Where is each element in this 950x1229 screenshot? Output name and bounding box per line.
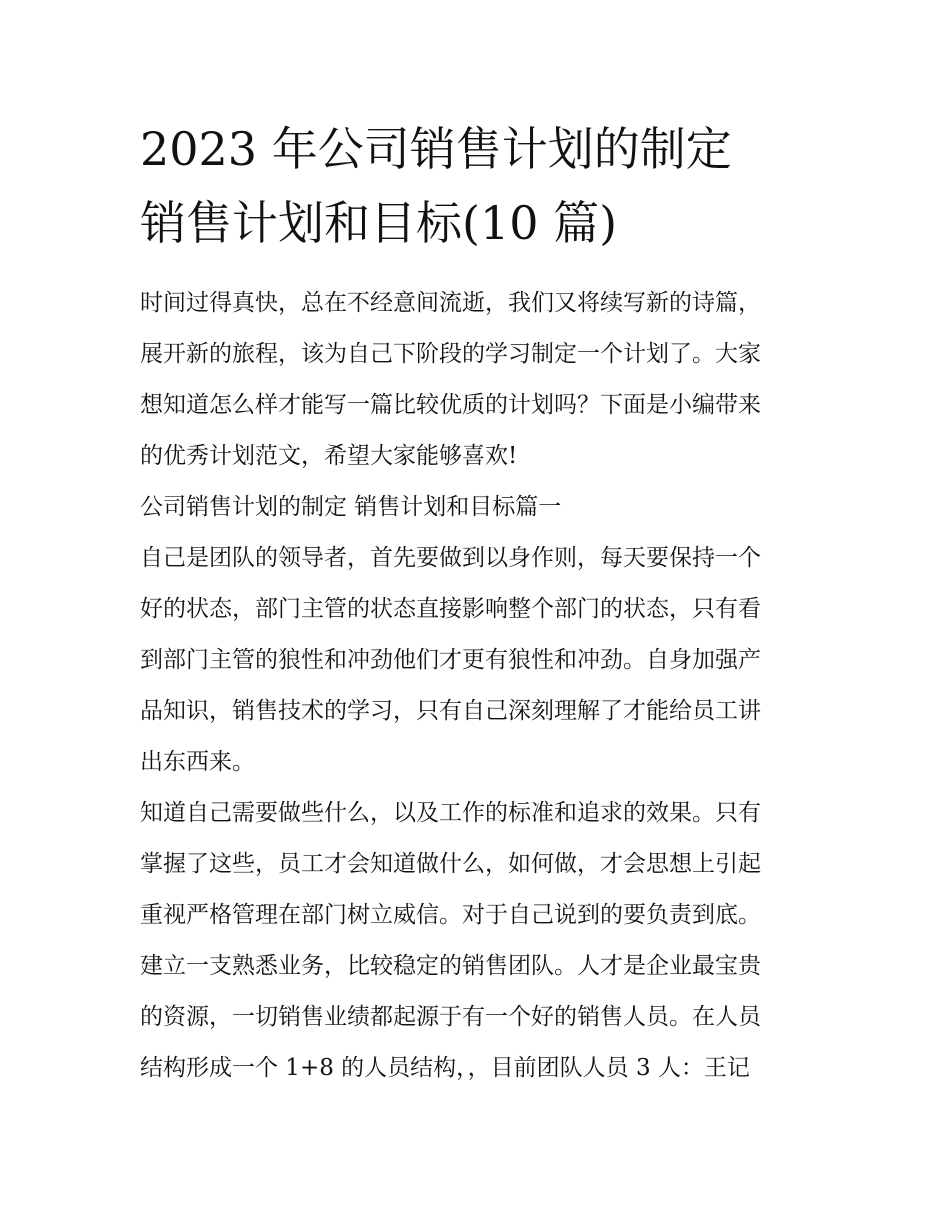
paragraph-1-line-4: 品知识，销售技术的学习，只有自己深刻理解了才能给员工讲	[140, 698, 761, 724]
document-title	[140, 112, 820, 260]
document-body	[140, 278, 820, 1094]
intro-line-2: 展开新的旅程，该为自己下阶段的学习制定一个计划了。大家	[140, 341, 761, 367]
intro-line-4: 的优秀计划范文，希望大家能够喜欢!	[140, 443, 518, 469]
paragraph-1-line-3: 到部门主管的狼性和冲劲他们才更有狼性和冲劲。自身加强产	[140, 647, 761, 673]
title-line-1: 2023 年公司销售计划的制定	[140, 122, 732, 176]
paragraph-1-line-1: 自己是团队的领导者，首先要做到以身作则，每天要保持一个	[140, 545, 761, 571]
paragraph-1-line-5: 出东西来。	[140, 749, 255, 775]
paragraph-2-line-1: 知道自己需要做些什么，以及工作的标准和追求的效果。只有	[140, 800, 761, 826]
paragraph-2-line-2: 掌握了这些，员工才会知道做什么，如何做，才会思想上引起	[140, 851, 761, 877]
paragraph-1-line-2: 好的状态，部门主管的状态直接影响整个部门的状态，只有看	[140, 596, 761, 622]
paragraph-2-line-3: 重视严格管理在部门树立威信。对于自己说到的要负责到底。	[140, 902, 761, 928]
section-heading: 公司销售计划的制定 销售计划和目标篇一	[140, 494, 562, 520]
paragraph-3-line-3: 结构形成一个 1+8 的人员结构，，目前团队人员 3 人：王记	[140, 1055, 750, 1081]
paragraph-3-line-1: 建立一支熟悉业务，比较稳定的销售团队。人才是企业最宝贵	[140, 953, 761, 979]
intro-line-1: 时间过得真快，总在不经意间流逝，我们又将续写新的诗篇，	[140, 290, 761, 316]
paragraph-3-line-2: 的资源，一切销售业绩都起源于有一个好的销售人员。在人员	[140, 1004, 761, 1030]
title-line-2: 销售计划和目标(10 篇)	[140, 196, 618, 250]
intro-line-3: 想知道怎么样才能写一篇比较优质的计划吗？下面是小编带来	[140, 392, 761, 418]
